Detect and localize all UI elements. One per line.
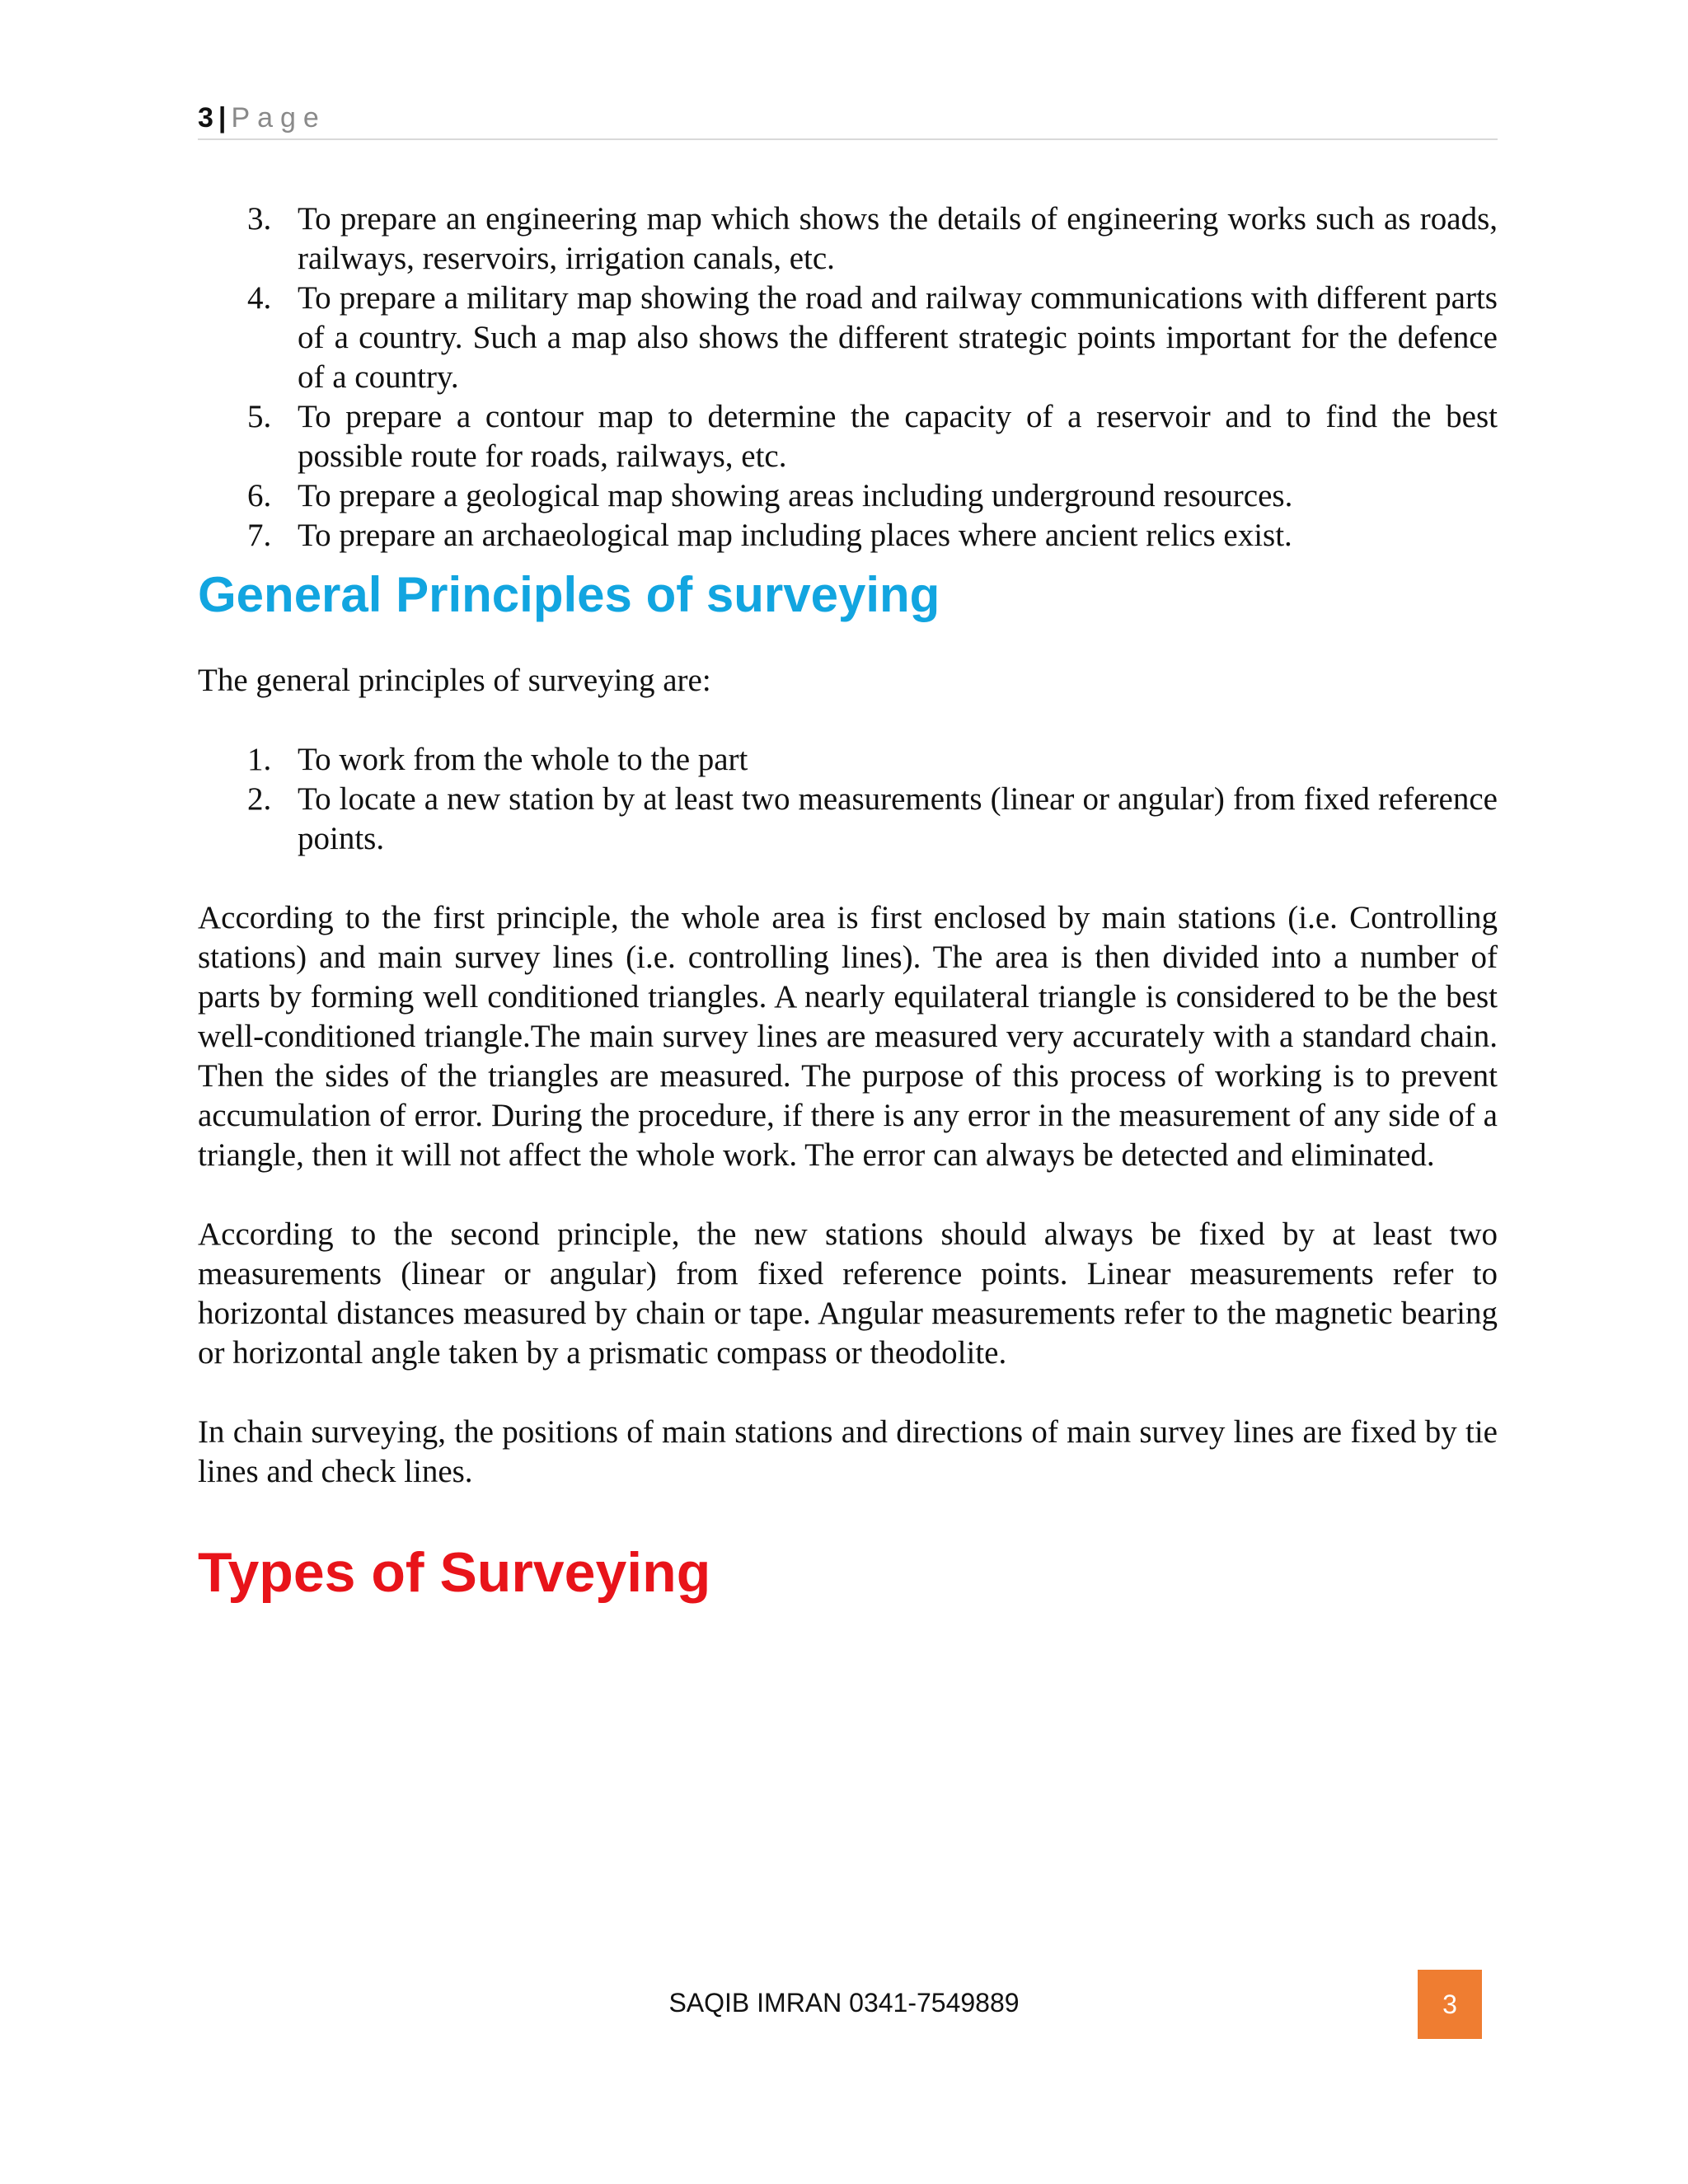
list-item-text: To locate a new station by at least two measurements (linear or angular) from fixed reference points. <box>298 781 1498 856</box>
list-item-number: 3. <box>247 201 272 237</box>
section-heading-types-of-surveying: Types of Surveying <box>198 1541 711 1604</box>
header-separator: | <box>218 102 227 134</box>
principles-list <box>198 740 1498 859</box>
section-heading-general-principles: General Principles of surveying <box>198 567 940 622</box>
page-content <box>198 199 1498 1602</box>
list-item-number: 6. <box>247 478 272 513</box>
paragraph-second-principle: According to the second principle, the new stations should always be fixed by at least two measurements (linear or angular) from fixed reference points. Linear measurements refer to horizontal distances measured by chain or tape. Angular measurements refer to the magnetic bearing or horizontal angle taken by a prismatic compass or theodolite. <box>198 1216 1498 1371</box>
list-item <box>198 397 1498 476</box>
list-item-text: To work from the whole to the part <box>298 742 748 777</box>
principles-intro: The general principles of surveying are: <box>198 663 711 698</box>
list-item <box>198 476 1498 516</box>
page-footer <box>0 1970 1688 2039</box>
header-page-word: Page <box>231 102 326 134</box>
paragraph-chain-surveying: In chain surveying, the positions of main stations and directions of main survey lines are fixed by tie lines and check lines. <box>198 1414 1498 1489</box>
list-item-text: To prepare a geological map showing areas including underground resources. <box>298 478 1293 513</box>
footer-page-badge: 3 <box>1418 1970 1482 2039</box>
page-header <box>198 97 1498 140</box>
header-page-number: 3 <box>198 102 213 134</box>
list-item-number: 4. <box>247 280 272 316</box>
list-item <box>198 780 1498 859</box>
list-item-text: To prepare an engineering map which shows the details of engineering works such as roads, railways, reservoirs, irrigation canals, etc. <box>298 201 1498 276</box>
list-item-number: 7. <box>247 518 272 553</box>
list-item-number: 1. <box>247 742 272 777</box>
paragraph-first-principle: According to the first principle, the whole area is first enclosed by main stations (i.e. Controlling stations) and main survey lines (i.e. controlling lines). The area is then divided into a number of parts by forming well conditioned triangles. A nearly equilateral triangle is considered to be the best well-conditioned triangle.The main survey lines are measured very accurately with a standard chain. Then the sides of the triangles are measured. The purpose of this process of working is to prevent accumulation of error. During the procedure, if there is any error in the measurement of any side of a triangle, then it will not affect the whole work. The error can always be detected and eliminated. <box>198 900 1498 1173</box>
list-item <box>198 740 1498 780</box>
list-item-text: To prepare an archaeological map including places where ancient relics exist. <box>298 518 1292 553</box>
list-item-text: To prepare a military map showing the road and railway communications with different parts of a country. Such a map also shows the different strategic points important for the defence of a country. <box>298 280 1498 395</box>
list-item <box>198 279 1498 397</box>
list-item-text: To prepare a contour map to determine the capacity of a reservoir and to find the best possible route for roads, railways, etc. <box>298 399 1498 474</box>
footer-author: SAQIB IMRAN 0341-7549889 <box>668 1988 1020 2018</box>
list-item <box>198 516 1498 555</box>
list-item-number: 2. <box>247 781 272 817</box>
objectives-list <box>198 199 1498 555</box>
list-item-number: 5. <box>247 399 272 434</box>
list-item <box>198 199 1498 279</box>
